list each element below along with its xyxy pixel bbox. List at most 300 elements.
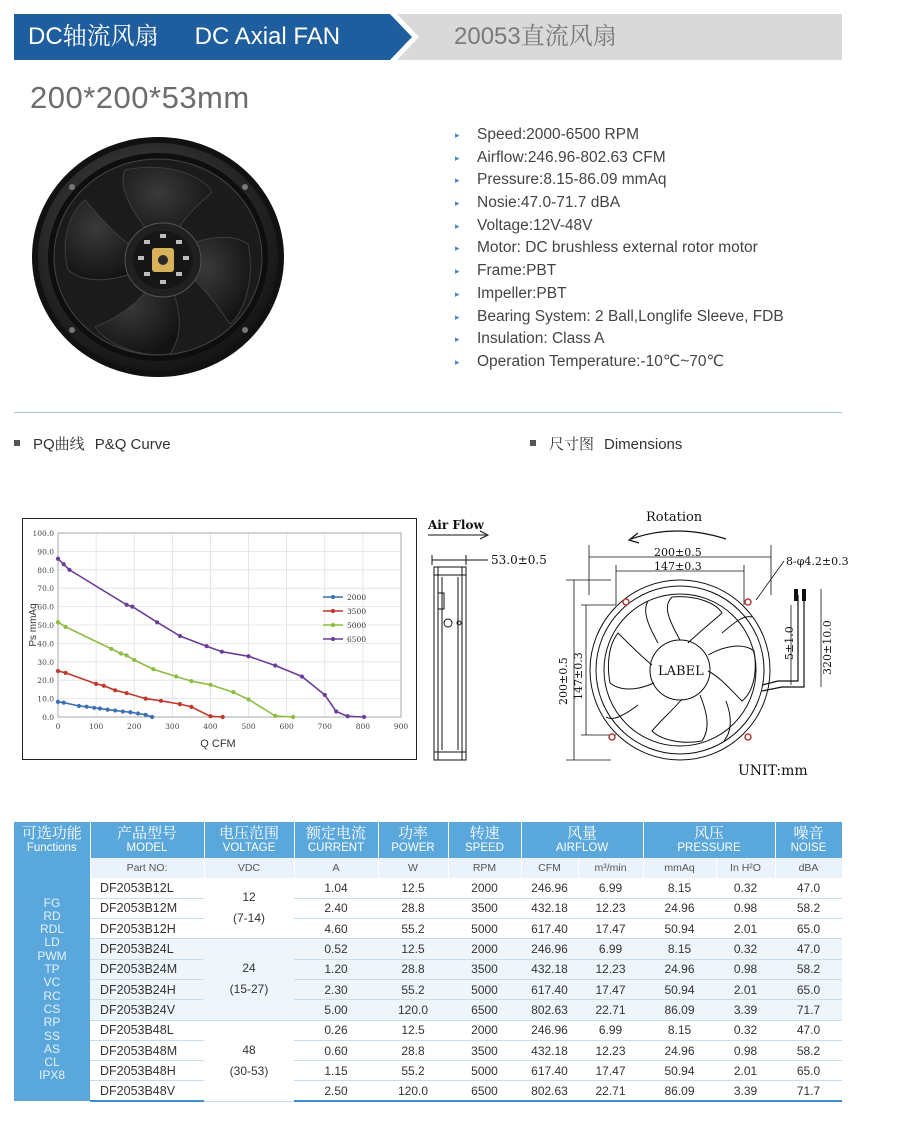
header-title-en: DC Axial FAN [194,23,341,50]
data-cell: 71.7 [775,1000,842,1020]
voltage-cell [204,878,294,939]
data-point [189,705,193,709]
data-cell: 432.18 [521,1040,578,1060]
data-cell: 71.7 [775,1081,842,1101]
data-cell: 6.99 [578,939,643,959]
bullet-icon: ▸ [455,334,460,345]
data-cell: 55.2 [378,979,448,999]
x-tick-label: 100 [88,722,104,731]
data-point [56,620,60,624]
data-point [98,706,102,710]
data-point [128,710,132,714]
pq-chart-svg [23,519,418,761]
data-cell: 2.01 [716,979,775,999]
data-cell: 0.32 [716,878,775,898]
unit-cell: dBA [775,858,842,878]
header-title [28,14,340,60]
data-point [130,605,134,609]
rotation-label: Rotation [646,510,703,525]
data-cell: 55.2 [378,1061,448,1081]
data-cell: 0.32 [716,939,775,959]
spec-text: Operation Temperature:-10℃~70℃ [477,352,724,370]
th-functions: 可选功能 Functions [14,822,90,858]
data-cell: 24.96 [643,959,716,979]
spec-item [455,237,784,260]
unit-cell: In H²O [716,858,775,878]
spec-text: Pressure:8.15-86.09 mmAq [477,171,667,189]
data-cell: 617.40 [521,1061,578,1081]
x-tick-label: 500 [241,722,256,731]
square-bullet-icon [530,440,536,446]
spec-item [455,260,784,283]
data-cell: 432.18 [521,959,578,979]
air-flow-arrow [428,531,488,539]
bullet-icon: ▸ [455,220,460,231]
square-bullet-icon [14,440,20,446]
data-cell: 6.99 [578,878,643,898]
function-item: VC [43,975,61,990]
table-row [14,878,842,898]
function-item: LD [44,935,60,950]
air-flow-label: Air Flow [428,518,484,532]
data-cell: 5.00 [294,1000,378,1020]
unit-cell: VDC [204,858,294,878]
pq-section-title [14,433,171,454]
spec-item [455,306,784,329]
data-cell: 2000 [448,1020,521,1040]
data-point [246,697,250,701]
bullet-icon: ▸ [455,288,460,299]
data-cell: 22.71 [578,1081,643,1101]
voltage-cell [204,939,294,1020]
voltage-nominal: 24 [242,961,256,976]
data-point [246,654,250,658]
model-cell: DF2053B48H [90,1061,204,1081]
data-point [125,691,129,695]
bullet-icon: ▸ [455,356,460,367]
data-point [205,644,209,648]
data-cell: 58.2 [775,898,842,918]
data-point [178,702,182,706]
voltage-range: (7-14) [232,911,265,926]
y-tick-label: 80.0 [37,565,54,575]
data-cell: 2.30 [294,979,378,999]
legend-marker [331,623,335,627]
x-tick-label: 900 [393,722,409,731]
table-row [14,939,842,959]
data-cell: 65.0 [775,1061,842,1081]
data-cell: 120.0 [378,1000,448,1020]
data-cell: 2000 [448,939,521,959]
model-cell: DF2053B24L [90,939,204,959]
spec-text: Bearing System: 2 Ball,Longlife Sleeve, FDB [477,307,784,325]
data-cell: 47.0 [775,1020,842,1040]
data-point [62,562,66,566]
th-power: 功率 POWER [378,822,448,858]
header-model: 20053直流风扇 [454,23,617,50]
pq-title-en: P&Q Curve [94,436,171,453]
label-text: LABEL [658,664,704,679]
data-cell: 2.50 [294,1081,378,1101]
legend-label: 3500 [347,607,367,616]
data-cell: 86.09 [643,1000,716,1020]
data-point [334,709,338,713]
data-cell: 55.2 [378,919,448,939]
data-point [113,688,117,692]
voltage-cell [204,1020,294,1101]
spec-item [455,215,784,238]
model-cell: DF2053B24M [90,959,204,979]
data-point [56,557,60,561]
function-item: RDL [39,922,64,937]
data-cell: 47.0 [775,878,842,898]
size-title: 200*200*53mm [30,80,250,115]
data-point [92,706,96,710]
fan-photo [30,132,290,392]
data-cell: 86.09 [643,1081,716,1101]
data-cell: 1.04 [294,878,378,898]
data-point [119,651,123,655]
wire-end [794,589,798,601]
data-cell: 12.5 [378,878,448,898]
data-point [150,715,154,719]
data-cell: 3.39 [716,1000,775,1020]
th-current: 额定电流 CURRENT [294,822,378,858]
data-cell: 8.15 [643,939,716,959]
side-view [434,567,466,760]
data-cell: 1.20 [294,959,378,979]
data-cell: 47.0 [775,939,842,959]
pq-title-cn: PQ曲线 [33,436,85,453]
data-cell: 50.94 [643,979,716,999]
data-cell: 28.8 [378,1040,448,1060]
unit-label: UNIT:mm [738,763,808,779]
model-cell: DF2053B48M [90,1040,204,1060]
dim-title-cn: 尺寸图 [549,436,595,453]
data-cell: 50.94 [643,1061,716,1081]
data-cell: 17.47 [578,979,643,999]
table-row [14,979,842,999]
legend-label: 5000 [347,621,367,630]
bullet-icon: ▸ [455,198,460,209]
data-point [109,647,113,651]
bullet-icon: ▸ [455,175,460,186]
function-item: SS [43,1028,60,1043]
dim-section-title [530,433,682,454]
spec-text: Motor: DC brushless external rotor motor [477,239,758,257]
table-row [14,1000,842,1020]
spec-item [455,192,784,215]
function-item: RC [43,988,61,1003]
dimension-drawing [426,505,876,790]
rotation-arrow [631,531,726,539]
series-line-3500 [58,671,223,717]
data-point [94,682,98,686]
data-cell: 617.40 [521,919,578,939]
data-point [346,714,350,718]
data-cell: 12.23 [578,1040,643,1060]
model-cell: DF2053B48V [90,1081,204,1101]
data-cell: 17.47 [578,1061,643,1081]
spec-text: Frame:PBT [477,262,557,280]
data-point [273,714,277,718]
model-cell: DF2053B48L [90,1020,204,1040]
function-item: RP [43,1015,61,1030]
header-banner [14,14,842,60]
spec-text: Impeller:PBT [477,284,567,302]
spec-item [455,351,784,374]
data-cell: 17.47 [578,919,643,939]
bullet-icon: ▸ [455,152,460,163]
dim-title-en: Dimensions [604,436,683,453]
table-row [14,919,842,939]
legend-label: 6500 [347,635,367,644]
model-cell: DF2053B24H [90,979,204,999]
data-cell: 5000 [448,919,521,939]
x-tick-label: 200 [127,722,142,731]
legend-marker [331,609,335,613]
holes-label: 8-φ4.2±0.3 [786,555,849,568]
y-tick-label: 50.0 [37,621,54,630]
data-cell: 246.96 [521,939,578,959]
model-cell: DF2053B12L [90,878,204,898]
data-point [77,704,81,708]
y-tick-label: 20.0 [37,676,54,686]
data-point [151,667,155,671]
data-cell: 8.15 [643,1020,716,1040]
function-item: TP [44,962,60,977]
data-cell: 24.96 [643,1040,716,1060]
data-cell: 0.26 [294,1020,378,1040]
voltage-nominal: 12 [242,890,256,905]
data-point [300,674,304,678]
data-cell: 12.23 [578,898,643,918]
unit-cell: A [294,858,378,878]
pq-chart [22,518,417,760]
unit-cell: m³/min [578,858,643,878]
data-cell: 6500 [448,1000,521,1020]
spec-text: Speed:2000-6500 RPM [477,126,640,143]
function-item: RD [43,908,61,923]
table-header-row [14,822,842,858]
function-item: FG [43,895,61,910]
data-cell: 0.52 [294,939,378,959]
data-point [208,683,212,687]
data-cell: 0.98 [716,959,775,979]
data-cell: 2.01 [716,1061,775,1081]
data-point [125,653,129,657]
data-cell: 3500 [448,959,521,979]
header-title-cn: DC轴流风扇 [28,23,159,50]
data-point [220,650,224,654]
data-point [155,620,159,624]
unit-cell: Part NO: [90,858,204,878]
wire-end [802,589,806,601]
data-cell: 24.96 [643,898,716,918]
model-cell: DF2053B24V [90,1000,204,1020]
data-cell: 3500 [448,1040,521,1060]
data-cell: 50.94 [643,919,716,939]
data-cell: 3.39 [716,1081,775,1101]
wire-gap-label: 5±1.0 [783,626,796,660]
data-cell: 58.2 [775,1040,842,1060]
spec-text: Airflow:246.96-802.63 CFM [477,148,666,166]
function-item: AS [43,1041,60,1056]
data-point [56,700,60,704]
spec-text: Insulation: Class A [477,330,605,348]
legend-marker [331,595,335,599]
y-tick-label: 40.0 [37,639,54,649]
data-cell: 2000 [448,878,521,898]
th-airflow: 风量 AIRFLOW [521,822,643,858]
th-noise: 噪音 NOISE [775,822,842,858]
data-cell: 802.63 [521,1000,578,1020]
voltage-nominal: 48 [242,1042,256,1057]
x-tick-label: 0 [55,722,61,731]
data-point [64,625,68,629]
data-point [67,568,71,572]
data-cell: 12.5 [378,939,448,959]
data-point [62,701,66,705]
y-tick-label: 90.0 [37,547,54,557]
data-cell: 0.32 [716,1020,775,1040]
data-cell: 12.23 [578,959,643,979]
function-item: IPX8 [38,1068,65,1083]
th-voltage: 电压范围 VOLTAGE [204,822,294,858]
data-cell: 58.2 [775,959,842,979]
depth-dimension-line [432,555,488,565]
data-cell: 246.96 [521,1020,578,1040]
data-point [174,674,178,678]
y-tick-label: 0.0 [42,713,54,722]
data-cell: 120.0 [378,1081,448,1101]
data-point [159,699,163,703]
data-cell: 4.60 [294,919,378,939]
data-point [113,708,117,712]
data-point [323,693,327,697]
th-model: 产品型号 MODEL [90,822,204,858]
bullet-icon: ▸ [455,243,460,254]
model-cell: DF2053B12M [90,898,204,918]
data-cell: 0.60 [294,1040,378,1060]
x-tick-label: 700 [317,722,332,731]
data-point [221,715,225,719]
data-cell: 22.71 [578,1000,643,1020]
data-cell: 802.63 [521,1081,578,1101]
x-axis-label: Q CFM [200,738,236,750]
data-cell: 28.8 [378,898,448,918]
y-tick-label: 10.0 [37,694,54,704]
function-item: CS [43,1001,61,1016]
spec-item [455,283,784,306]
data-point [136,711,140,715]
data-cell: 1.15 [294,1061,378,1081]
data-point [84,705,88,709]
unit-cell: mmAq [643,858,716,878]
data-cell: 28.8 [378,959,448,979]
table-row [14,1061,842,1081]
data-point [273,663,277,667]
table-row [14,1081,842,1101]
data-cell: 0.98 [716,1040,775,1060]
bullet-icon: ▸ [455,311,460,322]
data-cell: 65.0 [775,979,842,999]
wire-length-label: 320±10.0 [821,620,834,675]
spec-table [14,822,843,1102]
bullet-icon: ▸ [455,130,460,140]
unit-cell: W [378,858,448,878]
y-tick-label: 100.0 [32,529,54,538]
table-row [14,1040,842,1060]
spec-item [455,169,784,192]
data-cell: 2.01 [716,919,775,939]
data-cell: 2.40 [294,898,378,918]
x-tick-label: 400 [203,722,218,731]
x-tick-label: 300 [165,722,180,731]
legend-label: 2000 [347,593,367,602]
data-point [144,713,148,717]
y-tick-label: 30.0 [37,657,54,667]
data-cell: 0.98 [716,898,775,918]
height-outer-label: 200±0.5 [557,657,570,705]
function-item: CL [44,1055,60,1070]
unit-cell: CFM [521,858,578,878]
data-point [132,658,136,662]
voltage-range: (15-27) [229,982,269,997]
height-inner-label: 147±0.3 [572,652,585,700]
legend-marker [331,637,335,641]
data-point [56,669,60,673]
function-item: PWM [37,948,67,963]
y-tick-label: 70.0 [37,584,54,594]
data-cell: 12.5 [378,1020,448,1040]
data-point [189,679,193,683]
x-tick-label: 800 [355,722,371,731]
data-point [362,715,366,719]
data-cell: 8.15 [643,878,716,898]
section-divider [14,412,842,413]
spec-item [455,124,784,147]
voltage-range: (30-53) [229,1063,269,1078]
data-cell: 65.0 [775,919,842,939]
table-unit-row [14,858,842,878]
data-cell: 432.18 [521,898,578,918]
y-axis-label: Ps mmAq [28,603,39,647]
data-cell: 5000 [448,1061,521,1081]
data-point [144,697,148,701]
spec-item [455,328,784,351]
data-cell: 5000 [448,979,521,999]
series-line-6500 [58,559,367,717]
y-tick-label: 60.0 [37,602,54,612]
data-point [121,709,125,713]
data-cell: 6.99 [578,1020,643,1040]
data-point [102,684,106,688]
data-point [291,715,295,719]
spec-item [455,147,784,170]
data-point [64,671,68,675]
spec-list [455,124,784,374]
table-row [14,1020,842,1040]
th-pressure: 风压 PRESSURE [643,822,775,858]
x-tick-label: 600 [279,722,294,731]
functions-cell [14,878,90,1101]
data-point [105,708,109,712]
data-point [178,634,182,638]
th-speed: 转速 SPEED [448,822,521,858]
width-outer-label: 200±0.5 [654,546,702,559]
data-point [231,690,235,694]
